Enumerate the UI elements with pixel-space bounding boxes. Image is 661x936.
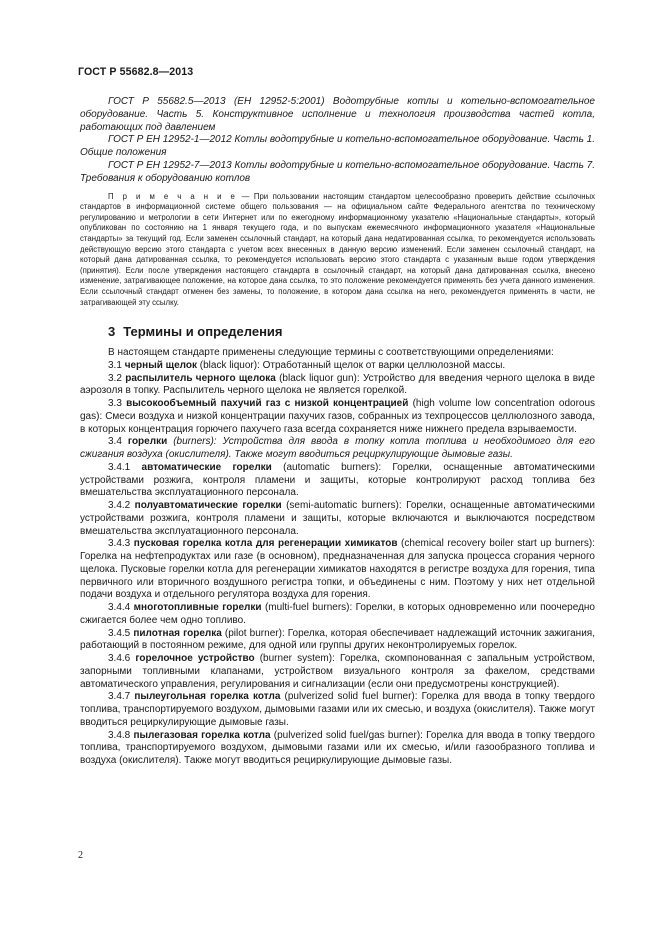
section-heading <box>108 324 595 339</box>
term-definition: (multi-fuel burners): Горелки, в которых одновременно или поочередно сжигается более чем одно топливо. <box>80 602 595 626</box>
term-definition: (burners): Устройства для ввода в топку котла топлива и необходимого для его сжигания воздуха (окислителя). Также могут вводиться рециркулирующие дымовые газы. <box>80 436 595 461</box>
term-entry <box>80 691 595 729</box>
term-name: высокообъемный пахучий газ с низкой концентрацией <box>126 398 409 410</box>
term-name: распылитель черного щелока <box>125 372 276 384</box>
term-entry <box>80 462 595 500</box>
term-entry <box>80 653 595 691</box>
term-entry <box>80 500 595 538</box>
term-number: 3.4.6 <box>108 653 136 665</box>
term-name: автоматические горелки <box>141 461 272 473</box>
term-number: 3.1 <box>108 359 125 371</box>
term-entry <box>80 398 595 436</box>
term-number: 3.2 <box>108 372 126 384</box>
term-definition: (pilot burner): Горелка, которая обеспечивает надлежащий источник зажигания, работающий в постоянном режиме, для одной или группы других неконтролируемых горелок. <box>80 627 595 652</box>
term-name: пусковая горелка котла для регенерации химикатов <box>133 538 398 550</box>
term-entry <box>80 602 595 628</box>
term-entry <box>80 373 595 399</box>
note-text: — При пользовании настоящим стандартом целесообразно проверить действие ссылочных стандартов в информационной системе общего пользования — на официальном сайте Федерального агентства по техническому регулированию и метрологии в сети Интернет или по ежегодному информационному указателю «Национальные стандарты», который опубликован по состоянию на 1 января текущего года, и по выпускам ежемесячного информационного указателя «Национальные стандарты» за текущий год. Если заменен ссылочный стандарт, на который дана недатированная ссылка, то рекомендуется использовать действующую версию этого стандарта с учетом всех внесенных в данную версию изменений. Если заменен ссылочный стандарт, на который дана датированная ссылка, то рекомендуется использовать версию этого стандарта с указанным выше годом утверждения (принятия). Если после утверждения настоящего стандарта в ссылочный стандарт, на который дана датированная ссылка, внесено изменение, затрагивающее положение, на которое дана ссылка, то это положение рекомендуется применять без учета данного изменения. Если ссылочный стандарт отменен без замены, то положение, в котором дана ссылка на него, рекомендуется применять в части, не затрагивающей эту ссылку. <box>80 191 595 307</box>
term-definition: (black liquor gun): Устройство для введения черного щелока в виде аэрозоля в топку. Распылитель черного щелока не является горелкой. <box>80 372 595 397</box>
term-name: полуавтоматические горелки <box>134 500 282 512</box>
term-number: 3.3 <box>108 398 127 410</box>
term-name: пылеугольная горелка котла <box>134 691 281 703</box>
term-name: горелки <box>127 436 168 448</box>
section-number: 3 <box>108 324 116 340</box>
term-number: 3.4.2 <box>108 500 135 512</box>
reference-item: ГОСТ Р ЕН 12952-1—2012 Котлы водотрубные и котельно-вспомогательное оборудование. Часть 1. Общие положения <box>80 134 596 159</box>
reference-item: ГОСТ Р 55682.5—2013 (ЕН 12952-5:2001) Водотрубные котлы и котельно-вспомогательное оборудование. Часть 5. Конструктивное исполнение и технология производства частей котла, работающих под давлением <box>80 96 595 133</box>
term-number: 3.4.5 <box>108 627 134 639</box>
terms-list <box>80 347 595 768</box>
term-number: 3.4.3 <box>108 538 134 550</box>
document-body <box>80 96 595 768</box>
term-definition: (black liquor): Отработанный щелок от варки целлюлозной массы. <box>197 359 506 371</box>
note-paragraph <box>80 192 595 309</box>
term-number: 3.4 <box>108 436 128 448</box>
term-definition: (burner system): Горелка, скомпонованная с запальным устройством, запорными топливными клапанами, устройством визуального контроля за факелом, средствами автоматического управления, регулирования и сигнализации (если они предусмотрены конструкцией). <box>80 653 595 690</box>
term-definition: (high volume low concentration odorous gas): Смеси воздуха и низкой концентрации пахучих газов, собранных из техпроцессов целлюлозного завода, в которых концентрация горючего пахучего газа всегда сохраняется ниже нижнего предела взрываемости. <box>80 398 596 435</box>
terms-container <box>80 360 595 768</box>
term-entry <box>80 436 595 462</box>
normative-references <box>80 96 595 186</box>
term-name: черный щелок <box>124 359 198 371</box>
section-title: Термины и определения <box>123 324 283 340</box>
term-name: пылегазовая горелка котла <box>133 729 271 741</box>
note-label: П р и м е ч а н и е <box>108 191 238 201</box>
term-definition: (chemical recovery boiler start up burners): Горелка на нефтепродуктах или газе (в основном), предназначенная для запуска процесса сгорания черного щелока. Пусковые горелки котла для регенерации химикатов находятся в регистре воздуха для горения, типа первичного или вторичного воздушного регистра топки, и объединены с ним. Поэтому у них нет отдельной подачи воздуха и отдельного регулятора воздуха для горения. <box>80 538 595 601</box>
term-entry <box>80 628 595 654</box>
term-number: 3.4.4 <box>108 602 134 614</box>
term-definition: (semi-automatic burners): Горелки, оснащенные автоматическими устройствами розжига, контроля пламени и защиты, которые включаются и выключаются посредством вмешательства эксплуатационного персонала. <box>80 500 595 537</box>
term-name: многотопливные горелки <box>133 602 262 614</box>
term-entry <box>80 538 595 602</box>
term-entry <box>80 730 595 768</box>
document-header: ГОСТ Р 55682.8—2013 <box>78 66 194 78</box>
page-number: 2 <box>78 850 83 861</box>
term-number: 3.4.1 <box>108 461 142 473</box>
term-definition: (pulverized solid fuel burner): Горелка для ввода в топку твердого топлива, транспортируемого воздухом, дымовыми газами или их смесью, и воздуха (окислителя). Также могут вводиться рециркулирующие дымовые газы. <box>80 691 595 728</box>
term-number: 3.4.8 <box>108 729 134 741</box>
section-intro: В настоящем стандарте применены следующие термины с соответствующими определениями: <box>108 347 554 359</box>
reference-item: ГОСТ Р ЕН 12952-7—2013 Котлы водотрубные и котельно-вспомогательное оборудование. Часть 7. Требования к оборудованию котлов <box>80 159 596 184</box>
term-name: горелочное устройство <box>135 653 255 665</box>
term-definition: (pulverized solid fuel/gas burner): Горелка для ввода в топку твердого топлива, транспортируемого воздухом, дымовыми газами или их смесью, и/или газообразного топлива и воздуха (окислителя). Также могут вводиться рециркулирующие дымовые газы. <box>80 729 595 767</box>
term-number: 3.4.7 <box>108 691 135 703</box>
term-entry <box>80 360 595 373</box>
term-definition: (automatic burners): Горелки, оснащенные автоматическими устройствами розжига, контроля пламени и защиты, которые контролируют расход топлива без вмешательства эксплуатационного персонала. <box>80 461 596 499</box>
term-name: пилотная горелка <box>133 627 222 639</box>
